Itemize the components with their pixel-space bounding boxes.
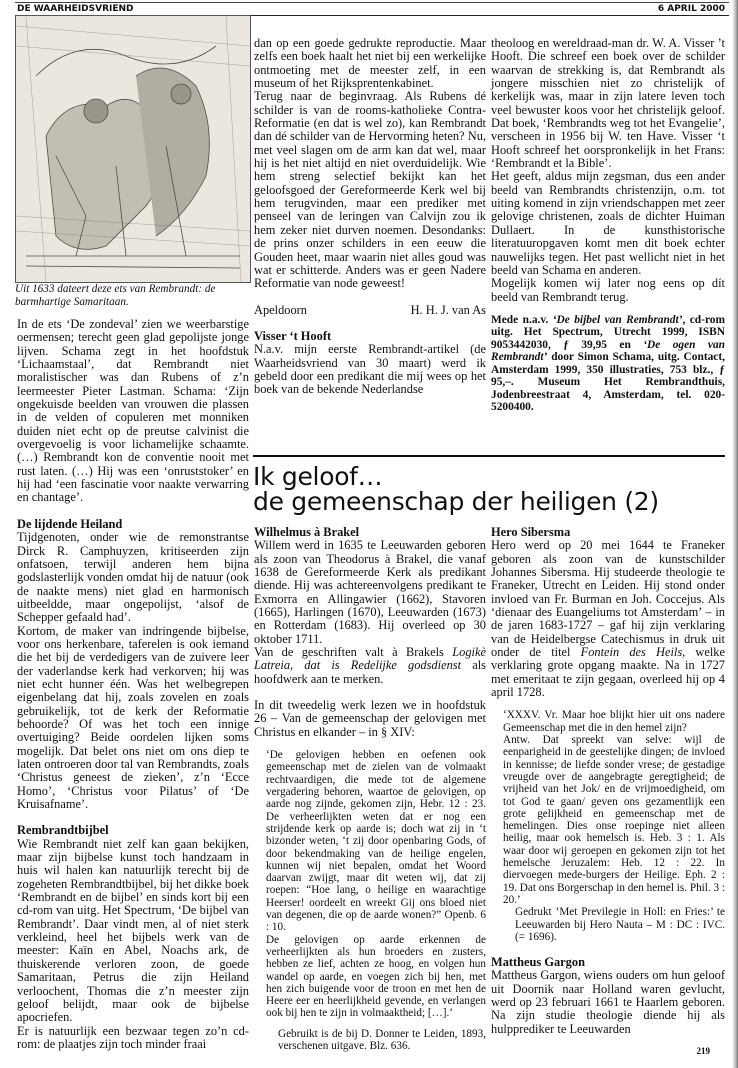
divider <box>253 455 725 457</box>
headline-line-2: de gemeenschap der heiligen (2) <box>253 487 659 516</box>
page-number: 219 <box>696 1046 710 1056</box>
column-2-bottom <box>254 526 486 1052</box>
figure-caption: Uit 1633 dateert deze ets van Rembrandt: de barmhartige Samaritaan. <box>15 283 216 308</box>
quotation: ‘De gelovigen hebben en oefenen ook gemeenschap met de zielen van de volmaakt rechtvaardigen, die mede tot de algemene vergadering behoren, waartoe de gelovigen, op aarde nog zijnde, gekomen zijn, Hebr. 12 : 23. De verheerlijkten weten dat er nog een strijdende kerk op aarde is; doch wat zij in ‘t bizonder weten, ‘t zij door openbaring Gods, of door bekendmaking van de heilige engelen, kunnen wij niet bepalen, omdat het Woord daarvan zwijgt, maar dit weten wij, dat zij roepen: “Hoe lang, o heilige en waarachtige Heerser! oordeelt en wreekt Gij ons bloed niet van degenen, die op de aarde wonen?” Openb. 6 : 10. <box>266 749 486 934</box>
subheading-mattheus-gargon: Mattheus Gargon <box>491 955 585 970</box>
rembrandt-etching-image <box>15 15 251 283</box>
note-text: Mede n.a.v. <box>491 313 553 326</box>
page-header <box>15 2 729 16</box>
paragraph: In de ets ‘De zondeval’ zien we weerbarstige oermensen; terecht geen glad gepolijste jonge lijven. Schama zegt in het hoofdstuk ‘Lichaamstaal’, dat Rembrandt niet moralistischer was dan Rubens of z’n leermeester Pieter Lastman. Schama: ‘Zijn ongekuisde beelden van vrouwen die plassen in de velden of copuleren met monniken duiden niet echt op de preutse calvinist die overgevoelig is voor lichamelijke schaamte. (…) Rembrandt kon de conventie nooit met rust laten. (…) Hij was een ‘onruststoker’ en hij had ‘een fascinatie voor naakte verwarring en chantage’. <box>17 317 249 505</box>
column-1 <box>17 318 249 1051</box>
paragraph: Er is natuurlijk een bezwaar tegen zo’n cd-rom: de plaatjes zijn toch minder fraai <box>17 1023 249 1051</box>
subheading-de-lijdende-heiland: De lijdende Heiland <box>17 516 123 531</box>
note-text: , cd-rom uitg. Het Spectrum, Utrecht 1999, ISBN 9053442030, ƒ 39,95 en <box>491 313 725 351</box>
paragraph: In dit tweedelig werk lezen we in hoofdstuk 26 – Van de gemeenschap der gelovigen met Christus en elkander – in § XIV: <box>254 698 486 739</box>
quotation: Antw. Dat spreekt van selve: wijl de eenparigheid in de geestelijke dingen; de invloed in kennisse; de liefde sonder vrese; de gestadige vreugde over de aangebragte geregtigheid; de vrijheid van het Jok/ en de vrijmoedigheid, om tot God te gaan/ geven ons gezamentlijk een grote gelijkheid en gemeenschap met de hemelingen. Dies onse roepinge niet alleen heilig, maar ook hemelsch is. Heb. 3 : 1. Als waar door wij geroepen en gekomen zijn tot het hemelsche Jeruzalem: Heb. 12 : 22. In diervoegen mede-burgers der Heilige. Eph. 2 : 19. Dat ons Borgerschap in den hemel is. Phil. 3 : 20.’ <box>503 734 725 906</box>
text: Van de geschriften valt à Brakels <box>254 645 453 660</box>
subheading-rembrandtbijbel: Rembrandtbijbel <box>17 823 109 838</box>
paragraph: N.a.v. mijn eerste Rembrandt-artikel (de Waarheidsvriend van 30 maart) werd ik gebeld door een predikant die mij wees op het boek van de bekende Nederlandse <box>254 342 486 397</box>
quotation: De gelovigen op aarde erkennen de verheerlijkten als hun broeders en zusters, hebben ze lief, achten ze hoog, en volgen hun wandel op aarde, en voegen zich bij hen, met hen zich buigende voor de troon en met hen de Heere eer en heerlijkheid gevende, en verlangen ook bij hen te zijn in volmaaktheid; […].’ <box>266 933 486 1020</box>
subheading-visser-t-hooft: Visser ‘t Hooft <box>254 328 332 343</box>
note-title: ‘De bijbel van Rembrandt’ <box>552 313 683 326</box>
author-signature <box>254 304 486 317</box>
author-name: H. H. J. van As <box>410 302 486 317</box>
issue-date: 6 APRIL 2000 <box>657 4 725 14</box>
scan-edge <box>732 0 738 1068</box>
publication-name: DE WAARHEIDSVRIEND <box>17 4 134 14</box>
source-note <box>491 314 725 414</box>
paragraph: Kortom, de maker van indringende bijbelse, voor ons herkenbare, taferelen is ook iemand die het bij de verdedigers van de zuivere leer der vaderlandse kerk had verkorven; hij was niet echt hunner één. Was het welbegrepen eigenbelang dat hij, zoals zovelen en zoals gebruikelijk, tot de kerk der Reformatie behoorde? Of was het toch een innige overtuiging? Beide oordelen lijken soms mogelijk. Dat belet ons niet om ons diep te laten ontroeren door tal van Rembrandts, zoals ‘Christus geneest de zieken’, z’n ‘Ecce Homo’, ‘Christus voor Pilatus’ of ‘De Kruisafname’. <box>17 623 249 812</box>
subheading-hero-sibersma: Hero Sibersma <box>491 525 571 539</box>
paragraph: dan op een goede gedrukte reproductie. Maar zelfs een boek haalt het niet bij een werkelijke ontmoeting met de meester zelf, in een museum of het Rijksprentenkabinet. <box>254 36 486 91</box>
author-place: Apeldoorn <box>254 302 307 317</box>
quotation-source: Gedrukt ‘Met Previlegie in Holl: en Fries:’ te Leeuwarden bij Hero Nauta – M : DC : IVC. (= 1696). <box>515 906 725 943</box>
paragraph: theoloog en wereldraad-man dr. W. A. Visser ’t Hooft. Die schreef een boek over de schilder waarvan de strekking is, dat Rembrandt als jongere misschien niet zo christelijk of kerkelijk was, maar in zijn latere leven toch veel bewuster koos voor het christelijk geloof. Dat boek, ‘Rembrandts weg tot het Evangelie’, verscheen in 1956 bij W. ten Have. Visser ‘t Hooft schreef het oorspronkelijk in het Frans: ‘Rembrandt et la Bible’. <box>491 36 725 171</box>
note-text: door Simon Schama, uitg. Contact, Amsterdam 1999, 350 illustraties, 753 blz., ƒ 95,–. Museum Het Rembrandthuis, Jodenbreestraat 4, Amsterdam, tel. 020-5200400. <box>491 351 725 414</box>
paragraph <box>254 646 486 686</box>
column-3-bottom <box>491 526 725 1036</box>
text: als hoofdwerk aan te merken. <box>254 658 486 686</box>
subheading-wilhelmus-a-brakel: Wilhelmus à Brakel <box>254 525 360 539</box>
paragraph: Willem werd in 1635 te Leeuwarden geboren als zoon van Theodorus à Brakel, die vanaf 1638 de Gereformeerde Kerk als predikant diende. Hij was achtereenvolgens predikant te Exmorra en Allingawier (1662), Stavoren (1665), Harlingen (1670), Leeuwarden (1673) en Rotterdam (1683). Hij overleed op 30 oktober 1711. <box>254 538 486 646</box>
etching-illustration <box>16 16 250 282</box>
book-title: Fontein des Heils, <box>580 645 686 660</box>
headline-line-1: Ik geloof… <box>253 462 383 491</box>
paragraph: Terug naar de beginvraag. Als Rubens dé schilder is van de rooms-katholieke Contra-Reformatie (en dat is wel zo), kan Rembrandt dan dé schilder van de Hervorming heten? Nu, met veel slagen om de arm kan dat wel, maar hij is het niet altijd en niet overduidelijk. Wie hem streng selectief bekijkt kan het geloofsgoed der Gereformeerde Kerk wel bij hem terugvinden, maar een prediker met penseel van de leringen van Calvijn zou ik hem zeker niet durven noemen. Desondanks: de prins onzer schilders in een eeuw die Gouden heet, maar waarin niet alles goud was wat er schitterde. Anders was er geen Nadere Reformatie van node geweest! <box>254 89 486 291</box>
paragraph: Wie Rembrandt niet zelf kan gaan bekijken, maar zijn bijbelse kunst toch handzaam in huis wil halen kan natuurlijk terecht bij de zogeheten Rembrandtbijbel, bij het dikke boek ‘Rembrandt en de bijbel’ en sinds kort bij een cd-rom van uitg. Het Spectrum, ‘De bijbel van Rembrandt’. Daar vindt men, al of niet sterk verkleind, heel het bijbels werk van de meester: Kaïn en Abel, Noachs ark, de thuiskerende verloren zoon, de goede Samaritaan, Petrus die zijn Heiland verloochent, Thomas die z’n meester zijn geloof belijdt, maar ook de bijbelse apocriefen. <box>17 836 249 1025</box>
text: welke verklaring grote opgang maakte. Na in 1727 met emeritaat te zijn gegaan, overleed hij op 4 april 1728. <box>491 645 725 700</box>
quotation: ‘XXXV. Vr. Maar hoe blijkt hier uit ons nadere Gemeenschap met die in den hemel zijn? <box>503 709 725 734</box>
article-headline <box>253 464 659 514</box>
paragraph: Mogelijk komen wij later nog eens op dít beeld van Rembrandt terug. <box>491 276 725 304</box>
text: Hero werd op 20 mei 1644 te Franeker geboren als zoon van de kunstschilder Johannes Sibersma. Hij studeerde theologie te Franeker, Utrecht en Leiden. Hij stond onder invloed van Fr. Burman en Joh. Coccejus. Als ‘dienaar des Euangeliums tot Amsterdam’ – in de jaren 1683-1727 – gaf hij zijn verklaring van de Heidelbergse Catechismus in druk uit onder de titel <box>491 538 725 660</box>
note-title: ‘De ogen van Rembrandt’ <box>491 338 725 364</box>
column-2-top <box>254 37 486 397</box>
book-title: Logikè Latreia, dat is Redelijke godsdienst <box>254 645 486 673</box>
quotation-source: Gebruikt is de bij D. Donner te Leiden, 1893, verschenen uitgave. Blz. 636. <box>278 1027 486 1052</box>
paragraph <box>491 539 725 699</box>
paragraph: Tijdgenoten, onder wie de remonstrantse Dirck R. Camphuyzen, kritiseerden zijn onfatsoen, terwijl anderen hem bijna godslasterlijk vonden omdat hij de natuur (ook de naakte mens) niet glad en harmonisch uitbeeldde, maar ongepolijst, ‘alsof de Schepper gefaald had’. <box>17 530 249 625</box>
paragraph: Mattheus Gargon, wiens ouders om hun geloof uit Doornik naar Holland waren gevlucht, werd op 23 februari 1661 te Haarlem geboren. Na zijn studie theologie diende hij als hulpprediker te Leeuwarden <box>491 968 725 1036</box>
column-3-top <box>491 37 725 414</box>
paragraph: Het geeft, aldus mijn zegsman, dus een ander beeld van Rembrandts christenzijn, o.m. tot uiting komend in zijn vriendschappen met zeer gelovige christenen, zoals de dichter Huiman Dullaert. In de kunsthistorische literatuuropgaven komt men dit boek echter nauwelijks tegen. Het past wellicht niet in het beeld van Schama en anderen. <box>491 169 725 277</box>
